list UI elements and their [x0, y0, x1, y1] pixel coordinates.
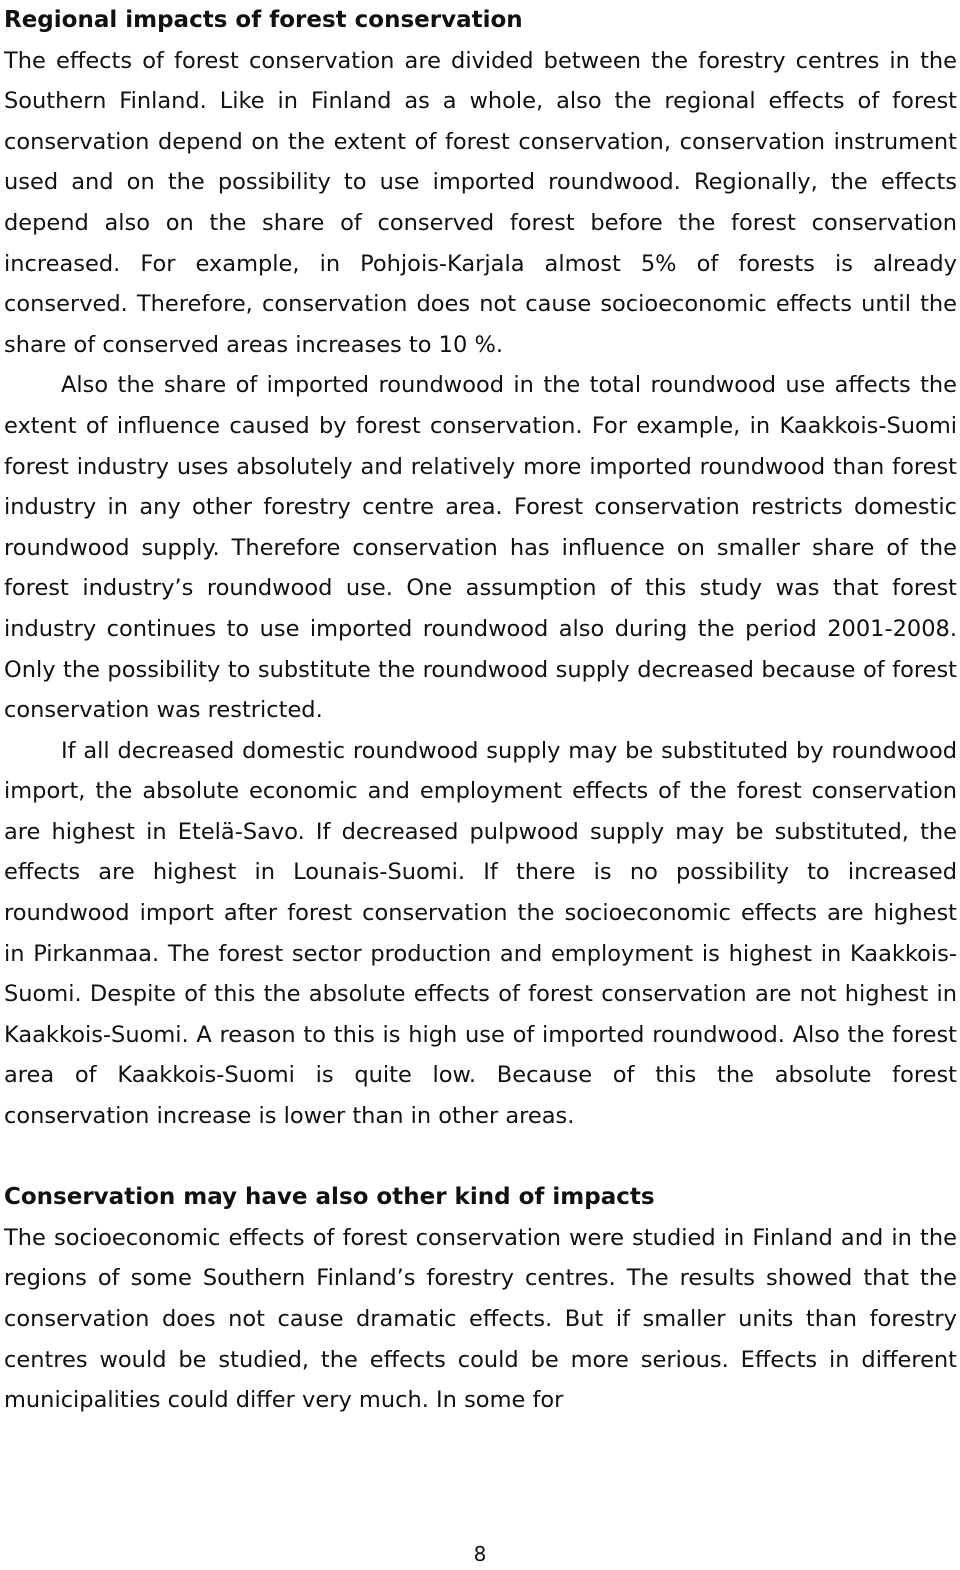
- paragraph-socioeconomic-study: The socioeconomic effects of forest conservation were studied in Finland and in the regions of some Southern Finland’s forestry centres. The results showed that the conservation does not cause dramatic effects. But if smaller units than forestry centres would be studied, the effects could be more serious. Effects in different municipalities could differ very much. In some for: [4, 1224, 957, 1414]
- page-number: 8: [473, 1542, 487, 1566]
- section-heading-other-impacts: Conservation may have also other kind of impacts: [4, 1184, 655, 1211]
- section-heading-regional-impacts: Regional impacts of forest conservation: [4, 7, 523, 33]
- document-page: [4, 0, 957, 1421]
- paragraph-imported-roundwood: Also the share of imported roundwood in the total roundwood use affects the extent of influence caused by forest conservation. For example, in Kaakkois-Suomi forest industry uses absolutely and relatively more imported roundwood than forest industry in any other forestry centre area. Forest conservation restricts domestic roundwood supply. Therefore conservation has influence on smaller share of the forest industry’s roundwood use. One assumption of this study was that forest industry continues to use imported roundwood also during the period 2001-2008. Only the possibility to substitute the roundwood supply decreased because of forest conservation was restricted.: [4, 372, 957, 724]
- paragraph-regional-effects: The effects of forest conservation are divided between the forestry centres in the Southern Finland. Like in Finland as a whole, also the regional effects of forest conservation depend on the extent of forest conservation, conservation instrument used and on the possibility to use imported roundwood. Regionally, the effects depend also on the share of conserved forest before the forest conservation increased. For example, in Pohjois-Karjala almost 5% of forests is already conserved. Therefore, conservation does not cause socioeconomic effects until the share of conserved areas increases to 10 %.: [4, 47, 957, 358]
- paragraph-substitution-effects: If all decreased domestic roundwood supply may be substituted by roundwood import, the absolute economic and employment effects of the forest conservation are highest in Etelä-Savo. If decreased pulpwood supply may be substituted, the effects are highest in Lounais-Suomi. If there is no possibility to increased roundwood import after forest conservation the socioeconomic effects are highest in Pirkanmaa. The forest sector production and employment is highest in Kaakkois-Suomi. Despite of this the absolute effects of forest conservation are not highest in Kaakkois-Suomi. A reason to this is high use of imported roundwood. Also the forest area of Kaakkois-Suomi is quite low. Because of this the absolute forest conservation increase is lower than in other areas.: [4, 737, 957, 1130]
- section-spacer: [4, 1137, 957, 1178]
